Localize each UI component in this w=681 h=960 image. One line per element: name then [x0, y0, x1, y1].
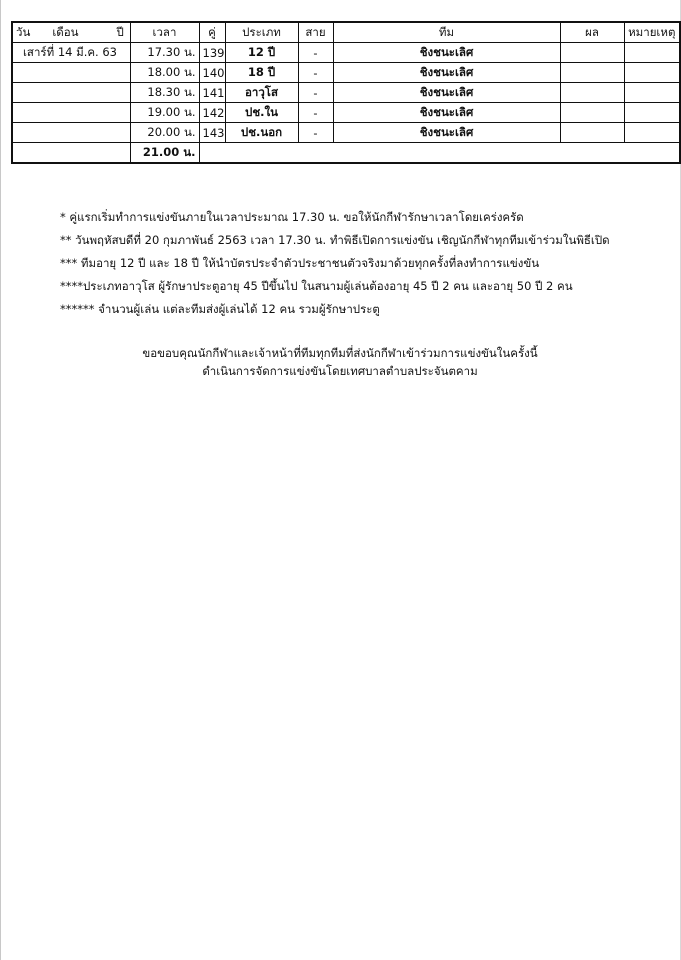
cell-remark: [624, 63, 680, 83]
cell-type: 18 ปี: [225, 63, 298, 83]
cell-team: ชิงชนะเลิศ: [333, 123, 560, 143]
cell-remark: [624, 83, 680, 103]
cell-remark: [624, 123, 680, 143]
table-row: [12, 103, 680, 123]
cell-type: ปช.นอก: [225, 123, 298, 143]
header-line: สาย: [298, 22, 333, 43]
cell-remark: [624, 103, 680, 123]
table-row: [12, 123, 680, 143]
cell-result: [560, 123, 624, 143]
cell-line: -: [298, 123, 333, 143]
cell-date: [12, 63, 130, 83]
cell-pair: 142: [199, 103, 225, 123]
cell-time: 19.00 น.: [130, 103, 199, 123]
cell-date: [12, 103, 130, 123]
header-remark: หมายเหตุ: [624, 22, 680, 43]
table-header-row: [12, 22, 680, 43]
cell-result: [560, 63, 624, 83]
cell-result: [560, 103, 624, 123]
cell-date: [12, 123, 130, 143]
cell-line: -: [298, 103, 333, 123]
table-row: [12, 83, 680, 103]
cell-time: 17.30 น.: [130, 43, 199, 63]
header-month: เดือน: [52, 24, 79, 39]
cell-type: อาวุโส: [225, 83, 298, 103]
cell-time: 18.00 น.: [130, 63, 199, 83]
cell-pair: 141: [199, 83, 225, 103]
cell-line: -: [298, 63, 333, 83]
header-result: ผล: [560, 22, 624, 43]
note-line: *** ทีมอายุ 12 ปี และ 18 ปี ให้นำบัตรประจำตัวประชาชนตัวจริงมาด้วยทุกครั้งที่ลงทำการแข่งขัน: [60, 256, 540, 270]
cell-line: -: [298, 43, 333, 63]
header-pair: คู่: [199, 22, 225, 43]
cell-line: -: [298, 83, 333, 103]
header-date: [12, 22, 130, 43]
cell-result: [560, 43, 624, 63]
note-line: * คู่แรกเริ่มทำการแข่งขันภายในเวลาประมาณ 17.30 น. ขอให้นักกีฬารักษาเวลาโดยเคร่งครัด: [60, 210, 524, 224]
cell-type: ปช.ใน: [225, 103, 298, 123]
header-time: เวลา: [130, 22, 199, 43]
thanks-section: [90, 344, 590, 380]
header-team: ทีม: [333, 22, 560, 43]
cell-pair: 140: [199, 63, 225, 83]
cell-team: ชิงชนะเลิศ: [333, 83, 560, 103]
cell-result: [560, 83, 624, 103]
table-row: [12, 63, 680, 83]
cell-type: 12 ปี: [225, 43, 298, 63]
cell-team: ชิงชนะเลิศ: [333, 103, 560, 123]
header-year: ปี: [116, 24, 124, 39]
cell-time: 18.30 น.: [130, 83, 199, 103]
table-row: [12, 43, 680, 63]
cell-time: 21.00 น.: [130, 143, 199, 164]
cell-time: 20.00 น.: [130, 123, 199, 143]
header-type: ประเภท: [225, 22, 298, 43]
organizer-line: ดำเนินการจัดการแข่งขันโดยเทศบาลตำบลประจันตคาม: [202, 364, 478, 378]
table-row-end: [12, 143, 680, 164]
cell-date: เสาร์ที่ 14 มี.ค. 63: [12, 43, 130, 63]
cell-empty: [199, 143, 680, 164]
note-line-underlined: ** วันพฤหัสบดีที่ 20 กุมภาพันธ์ 2563 เวลา 17.30 น. ทำพิธีเปิดการแข่งขัน เชิญนักกีฬาทุกทีมเข้าร่วมในพิธีเปิด: [60, 233, 610, 247]
cell-team: ชิงชนะเลิศ: [333, 63, 560, 83]
cell-date: [12, 143, 130, 164]
page-edge: [0, 0, 1, 960]
thanks-line: ขอขอบคุณนักกีฬาและเจ้าหน้าที่ทีมทุกทีมที่ส่งนักกีฬาเข้าร่วมการแข่งขันในครั้งนี้: [142, 346, 538, 360]
cell-team: ชิงชนะเลิศ: [333, 43, 560, 63]
notes-section: [60, 206, 660, 321]
schedule-table: [11, 21, 681, 164]
cell-pair: 143: [199, 123, 225, 143]
cell-remark: [624, 43, 680, 63]
note-line: ****ประเภทอาวุโส ผู้รักษาประตูอายุ 45 ปีขึ้นไป ในสนามผู้เล่นต้องอายุ 45 ปี 2 คน และอายุ 50 ปี 2 คน: [60, 279, 573, 293]
cell-date: [12, 83, 130, 103]
header-day: วัน: [16, 24, 31, 39]
cell-pair: 139: [199, 43, 225, 63]
note-line: ****** จำนวนผู้เล่น แต่ละทีมส่งผู้เล่นได้ 12 คน รวมผู้รักษาประตู: [60, 302, 380, 316]
